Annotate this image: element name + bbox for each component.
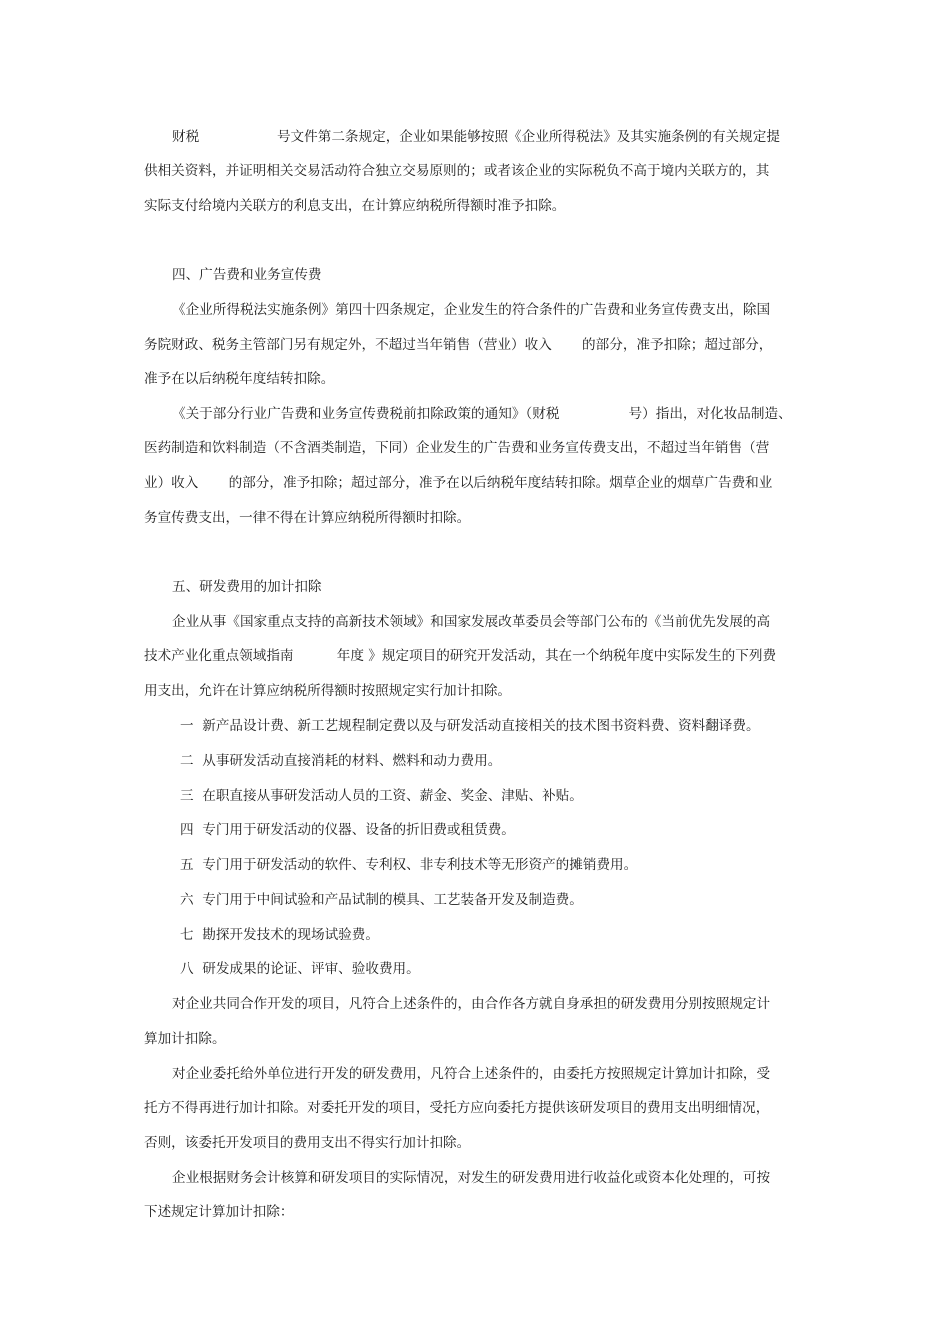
- paragraph-line: 业）收入 的部分，准予扣除；超过部分，准予在以后纳税年度结转扣除。烟草企业的烟草广告费和业: [144, 475, 773, 491]
- paragraph-line: 技术产业化重点领域指南 年度 》规定项目的研究开发活动，其在一个纳税年度中实际发生的下列费: [144, 648, 777, 664]
- paragraph-line: 务宣传费支出，一律不得在计算应纳税所得额时扣除。: [144, 510, 471, 526]
- paragraph-line: 准予在以后纳税年度结转扣除。: [144, 371, 335, 387]
- list-item: 四 专门用于研发活动的仪器、设备的折旧费或租赁费。: [180, 822, 515, 838]
- paragraph-line: 托方不得再进行加计扣除。对委托开发的项目，受托方应向委托方提供该研发项目的费用支出明细情况，: [144, 1100, 770, 1116]
- paragraph-line: 企业从事《国家重点支持的高新技术领域》和国家发展改革委员会等部门公布的《当前优先发展的高: [172, 614, 771, 630]
- list-item: 五 专门用于研发活动的软件、专利权、非专利技术等无形资产的摊销费用。: [180, 857, 638, 873]
- list-item: 八 研发成果的论证、评审、验收费用。: [180, 961, 420, 977]
- paragraph-line: 对企业委托给外单位进行开发的研发费用，凡符合上述条件的，由委托方按照规定计算加计扣除，受: [172, 1066, 771, 1082]
- paragraph-line: 《企业所得税法实施条例》第四十四条规定，企业发生的符合条件的广告费和业务宣传费支出，除国: [172, 302, 771, 318]
- paragraph-line: 算加计扣除。: [144, 1031, 226, 1047]
- paragraph-line: 实际支付给境内关联方的利息支出，在计算应纳税所得额时准予扣除。: [144, 198, 566, 214]
- paragraph-line: 供相关资料，并证明相关交易活动符合独立交易原则的；或者该企业的实际税负不高于境内关联方的，其: [144, 163, 770, 179]
- paragraph-line: 《关于部分行业广告费和业务宣传费税前扣除政策的通知》（财税 号）指出，对化妆品制造、: [172, 406, 792, 422]
- list-item: 一 新产品设计费、新工艺规程制定费以及与研发活动直接相关的技术图书资料费、资料翻译费。: [180, 718, 760, 734]
- list-item: 三 在职直接从事研发活动人员的工资、薪金、奖金、津贴、补贴。: [180, 788, 583, 804]
- list-item: 六 专门用于中间试验和产品试制的模具、工艺装备开发及制造费。: [180, 892, 583, 908]
- list-item: 二 从事研发活动直接消耗的材料、燃料和动力费用。: [180, 753, 502, 769]
- paragraph-line: 否则，该委托开发项目的费用支出不得实行加计扣除。: [144, 1135, 471, 1151]
- paragraph-line: 企业根据财务会计核算和研发项目的实际情况，对发生的研发费用进行收益化或资本化处理的，可按: [172, 1170, 771, 1186]
- list-item: 七 勘探开发技术的现场试验费。: [180, 927, 379, 943]
- paragraph-line: 务院财政、税务主管部门另有规定外，不超过当年销售（营业）收入 的部分，准予扣除；超过部分，: [144, 337, 773, 353]
- paragraph-line: 财税 号文件第二条规定，企业如果能够按照《企业所得税法》及其实施条例的有关规定提: [172, 129, 780, 145]
- paragraph-line: 对企业共同合作开发的项目，凡符合上述条件的，由合作各方就自身承担的研发费用分别按照规定计: [172, 996, 771, 1012]
- paragraph-line: 下述规定计算加计扣除：: [144, 1204, 294, 1220]
- section-heading: 四、广告费和业务宣传费: [172, 267, 322, 283]
- paragraph-line: 用支出，允许在计算应纳税所得额时按照规定实行加计扣除。: [144, 683, 512, 699]
- paragraph-line: 医药制造和饮料制造（不含酒类制造，下同）企业发生的广告费和业务宣传费支出，不超过当年销售（营: [144, 440, 770, 456]
- section-heading: 五、研发费用的加计扣除: [172, 579, 322, 595]
